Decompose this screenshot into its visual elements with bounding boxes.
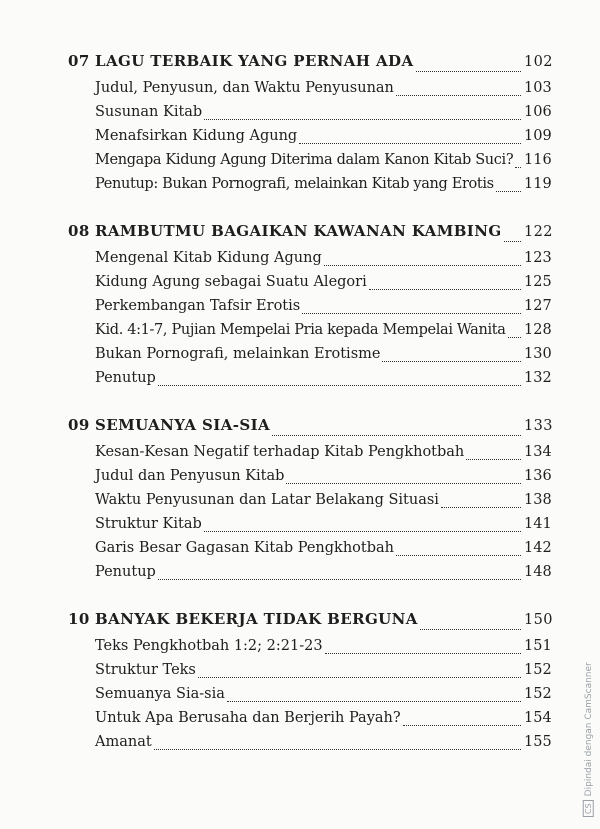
entry-title: Penutup: Bukan Pornografi, melainkan Kitab yang Erotis: [95, 176, 494, 192]
entry-page: 106: [524, 104, 552, 120]
toc-entry: [68, 468, 550, 492]
toc-entry: [68, 322, 550, 346]
toc-entry: [68, 370, 550, 394]
chapter-08: [68, 222, 553, 394]
dot-leader: [420, 629, 521, 630]
chapter-heading: [68, 52, 553, 80]
dot-leader: [204, 531, 521, 532]
entry-title: Mengapa Kidung Agung Diterima dalam Kanon Kitab Suci?: [95, 152, 514, 168]
entry-title: Struktur Kitab: [95, 516, 202, 532]
toc-entry: [68, 734, 550, 758]
toc-entry: [68, 564, 550, 588]
entry-title: Penutup: [95, 370, 156, 386]
chapter-number: 10: [68, 610, 90, 628]
dot-leader: [396, 95, 521, 96]
entry-title: Menafsirkan Kidung Agung: [95, 128, 298, 144]
entry-page: 154: [524, 710, 552, 726]
entry-title: Kid. 4:1-7, Pujian Mempelai Pria kepada Mempelai Wanita: [95, 322, 506, 338]
chapter-number: 07: [68, 52, 90, 70]
entry-title: Mengenal Kitab Kidung Agung: [95, 250, 322, 266]
entry-title: Untuk Apa Berusaha dan Berjerih Payah?: [95, 710, 401, 726]
watermark-text: Dipindai dengan CamScanner: [584, 662, 594, 797]
chapter-title: RAMBUTMU BAGAIKAN KAWANAN KAMBING: [95, 222, 502, 240]
toc-entry: [68, 686, 550, 710]
entry-title: Kidung Agung sebagai Suatu Alegori: [95, 274, 367, 290]
toc-entry: [68, 128, 550, 152]
chapter-heading: [68, 222, 553, 250]
entry-page: 132: [524, 370, 552, 386]
chapter-heading: [68, 610, 553, 638]
dot-leader: [158, 385, 521, 386]
entry-page: 130: [524, 346, 552, 362]
dot-leader: [508, 337, 521, 338]
entry-page: 152: [524, 662, 552, 678]
entry-page: 125: [524, 274, 552, 290]
chapter-number: 09: [68, 416, 90, 434]
toc-entry: [68, 638, 550, 662]
entry-title: Bukan Pornografi, melainkan Erotisme: [95, 346, 381, 362]
entry-title: Susunan Kitab: [95, 104, 203, 120]
entry-page: 119: [524, 176, 552, 192]
entry-title: Amanat: [95, 734, 152, 750]
entry-title: Teks Pengkhotbah 1:2; 2:21-23: [95, 638, 323, 654]
entry-title: Kesan-Kesan Negatif terhadap Kitab Pengkhotbah: [95, 444, 465, 460]
dot-leader: [154, 749, 521, 750]
entry-page: 134: [524, 444, 552, 460]
chapter-page: 133: [524, 418, 553, 434]
dot-leader: [396, 555, 521, 556]
chapter-title: SEMUANYA SIA-SIA: [95, 416, 271, 434]
dot-leader: [158, 579, 521, 580]
entry-title: Semuanya Sia-sia: [95, 686, 225, 702]
entry-title: Judul dan Penyusun Kitab: [95, 468, 285, 484]
dot-leader: [325, 653, 521, 654]
dot-leader: [382, 361, 521, 362]
toc-entry: [68, 274, 550, 298]
entry-page: 109: [524, 128, 552, 144]
entry-title: Struktur Teks: [95, 662, 196, 678]
entry-page: 127: [524, 298, 552, 314]
chapter-page: 150: [524, 612, 553, 628]
toc-entry: [68, 710, 550, 734]
toc-entry: [68, 298, 550, 322]
entry-title: Judul, Penyusun, dan Waktu Penyusunan: [95, 80, 394, 96]
toc-entry: [68, 80, 550, 104]
entry-title: Garis Besar Gagasan Kitab Pengkhotbah: [95, 540, 394, 556]
toc-entry: [68, 176, 550, 200]
toc-entry: [68, 662, 550, 686]
dot-leader: [416, 71, 522, 72]
entry-title: Penutup: [95, 564, 156, 580]
dot-leader: [496, 191, 521, 192]
dot-leader: [324, 265, 521, 266]
toc-entry: [68, 492, 550, 516]
entry-page: 116: [524, 152, 552, 168]
entry-title: Perkembangan Tafsir Erotis: [95, 298, 301, 314]
chapter-page: 102: [524, 54, 553, 70]
dot-leader: [504, 241, 521, 242]
chapter-title: BANYAK BEKERJA TIDAK BERGUNA: [95, 610, 418, 628]
entry-page: 148: [524, 564, 552, 580]
toc-entry: [68, 444, 550, 468]
entry-page: 141: [524, 516, 552, 532]
chapter-07: [68, 52, 553, 200]
chapter-page: 122: [524, 224, 553, 240]
entry-page: 151: [524, 638, 552, 654]
toc-entry: [68, 104, 550, 128]
dot-leader: [204, 119, 521, 120]
entry-page: 138: [524, 492, 552, 508]
toc-entry: [68, 250, 550, 274]
scanner-watermark: [583, 662, 594, 817]
toc-entry: [68, 346, 550, 370]
chapter-10: [68, 610, 553, 758]
camscanner-logo-icon: CS: [583, 800, 594, 817]
entry-page: 136: [524, 468, 552, 484]
dot-leader: [272, 435, 521, 436]
entry-page: 123: [524, 250, 552, 266]
toc-entry: [68, 152, 550, 176]
toc-entry: [68, 540, 550, 564]
dot-leader: [227, 701, 521, 702]
toc-entry: [68, 516, 550, 540]
entry-page: 152: [524, 686, 552, 702]
dot-leader: [302, 313, 521, 314]
entry-title: Waktu Penyusunan dan Latar Belakang Situasi: [95, 492, 439, 508]
chapter-heading: [68, 416, 553, 444]
dot-leader: [369, 289, 521, 290]
dot-leader: [441, 507, 521, 508]
dot-leader: [299, 143, 521, 144]
dot-leader: [198, 677, 521, 678]
chapter-number: 08: [68, 222, 90, 240]
entry-page: 103: [524, 80, 552, 96]
dot-leader: [466, 459, 521, 460]
table-of-contents: [68, 52, 553, 780]
chapter-title: LAGU TERBAIK YANG PERNAH ADA: [95, 52, 414, 70]
dot-leader: [403, 725, 521, 726]
entry-page: 142: [524, 540, 552, 556]
chapter-09: [68, 416, 553, 588]
dot-leader: [286, 483, 521, 484]
entry-page: 155: [524, 734, 552, 750]
dot-leader: [515, 167, 521, 168]
entry-page: 128: [524, 322, 552, 338]
